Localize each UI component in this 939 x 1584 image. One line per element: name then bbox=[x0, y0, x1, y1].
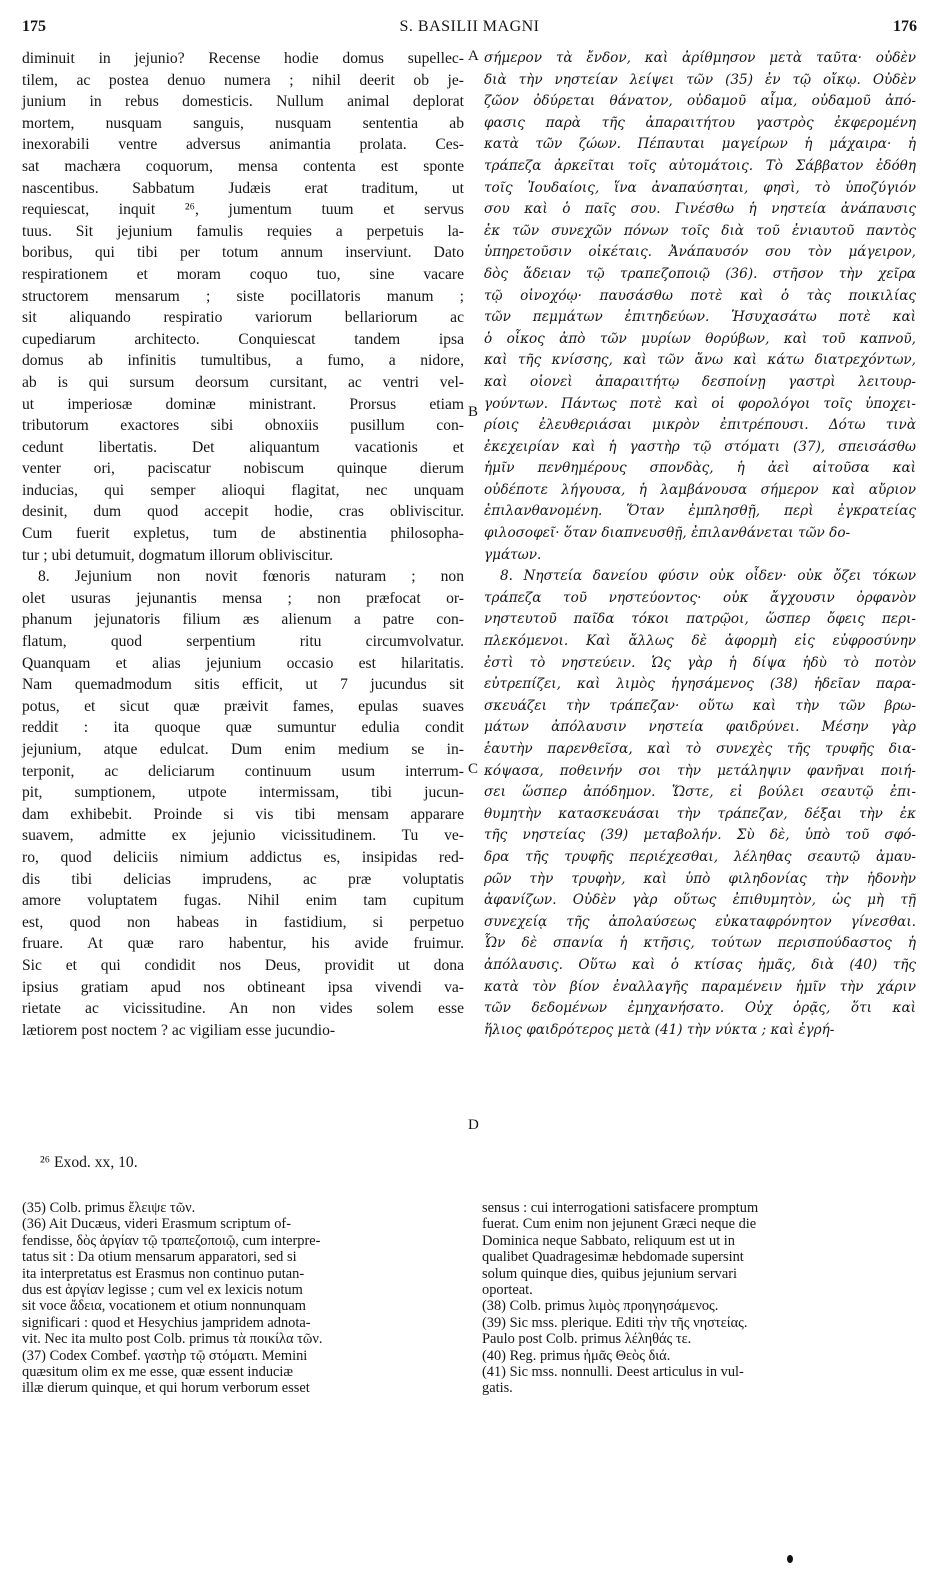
footnotes-left bbox=[22, 1200, 464, 1397]
latin-line: lætiorem post noctem ? ac vigiliam esse jucundio- bbox=[22, 1021, 336, 1039]
latin-line: phanum jejunatoris filium æs alienum a patre con- bbox=[22, 611, 464, 629]
latin-line: inducias, qui semper alioqui flagitat, nec unquam bbox=[22, 481, 464, 499]
latin-line: sat machæra coquorum, mensa contenta est sponte bbox=[22, 157, 464, 175]
latin-line: requiescat, inquit ²⁶, jumentum tuum et servus bbox=[22, 201, 464, 219]
footnote-line: qualibet Quadragesimæ hebdomade supersint bbox=[482, 1249, 744, 1266]
greek-line: δὸς ἄδειαν τῷ τραπεζοποιῷ (36). στῆσον τὴν χεῖρα bbox=[484, 265, 916, 282]
margin-marker-c: C bbox=[468, 761, 479, 777]
greek-line: οὐδέποτε λήγουσα, ἡ λαμβάνουσα σήμερον καὶ αὔριον bbox=[484, 481, 916, 498]
greek-line: γούντων. Πάντως ποτὲ καὶ οἱ φορολόγοι τοῖς ὑποχει- bbox=[484, 395, 916, 412]
latin-line: tilem, ac postea denuo numera ; nihil deerit ob je- bbox=[22, 71, 464, 89]
greek-line: ὁ οἶκος ἀπὸ τῶν μυρίων θορύβων, καὶ τοῦ καπνοῦ, bbox=[484, 330, 916, 347]
latin-line: dis tibi delicias imprudens, ac præ voluptatis bbox=[22, 870, 464, 888]
greek-line: μάτων ἀπόλαυσιν νηστεία φαιδρύνει. Μέσην γὰρ bbox=[484, 719, 916, 736]
greek-line: ἡμῖν πενθημέρους σπονδὰς, ἡ ἀεὶ αἰτοῦσα καὶ bbox=[484, 460, 916, 477]
footnote-line: sit voce ἄδεια, vocationem et otium nonnunquam bbox=[22, 1298, 306, 1315]
greek-line: διὰ τὴν νηστείαν λείψει τῶν (35) ἐν τῷ οἴκῳ. Οὐδὲν bbox=[484, 71, 916, 88]
greek-line: φιλοσοφεῖ· ὅταν διαπνευσθῇ, ἐπιλανθάνεται τῶν δο- bbox=[484, 525, 851, 542]
greek-line: δρα τῆς τρυφῆς περιέχεσθαι, λέληθας σεαυτῷ ἀμαυ- bbox=[484, 848, 916, 865]
greek-line: καὶ οἱονεὶ ἀπαραιτήτῳ δεσποίνῃ γαστρὶ λειτουρ- bbox=[484, 373, 916, 390]
greek-line: τοῖς Ἰουδαίοις, ἵνα ἀναπαύσηται, φησὶ, τὸ ὑποζύγιόν bbox=[484, 179, 916, 196]
latin-line: ro, quod deliciis nimium addictus es, insipidas red- bbox=[22, 848, 464, 866]
latin-line: nascentibus. Sabbatum Judæis erat traditum, ut bbox=[22, 179, 464, 197]
scripture-reference: ²⁶ Exod. xx, 10. bbox=[40, 1154, 138, 1171]
footnote-line: (36) Ait Ducæus, videri Erasmum scriptum of- bbox=[22, 1216, 291, 1233]
footnote-line: (37) Codex Combef. γαστὴρ τῷ στόματι. Memini bbox=[22, 1347, 308, 1364]
greek-line: γμάτων. bbox=[484, 546, 542, 563]
footnote-line: (38) Colb. primus λιμὸς προηγησάμενος. bbox=[482, 1298, 719, 1315]
latin-line: tuus. Sit jejunium famulis requies a perpetuis la- bbox=[22, 222, 464, 240]
latin-line: cupediarum architecto. Conquiescat tandem ipsa bbox=[22, 330, 464, 348]
greek-line: τῶν δεδομένων ἐμηχανήσατο. Οὐχ ὁρᾷς, ὅτι καὶ bbox=[484, 1000, 916, 1017]
latin-line: pit, sumptionem, utpote intermissam, tibi jucun- bbox=[22, 784, 464, 802]
latin-line: desinit, dum quod accepit hodie, cras obliviscitur. bbox=[22, 503, 464, 521]
latin-line: jejunium, atque edulcat. Dum enim medium se in- bbox=[22, 741, 464, 758]
greek-line: εὐτρεπίζει, καὶ λιμὸς ἡγησάμενος (38) ἡδεῖαν παρα- bbox=[484, 676, 916, 693]
latin-line: 8. Jejunium non novit fœnoris naturam ; non bbox=[38, 568, 464, 586]
greek-line: ἐστὶ τὸ νηστεύειν. Ὡς γὰρ ἡ δίψα ἡδὺ τὸ ποτὸν bbox=[484, 654, 916, 671]
greek-line: ρῶν τὴν τρυφὴν, καὶ ὑπὸ φιληδονίας τὴν ἡδονὴν bbox=[484, 870, 916, 887]
latin-line: suavem, admitte ex jejunio vicissitudinem. Tu ve- bbox=[22, 827, 464, 845]
greek-line: σήμερον τὰ ἔνδον, καὶ ἀρίθμησον μετὰ ταῦτα· οὐδὲν bbox=[484, 50, 916, 66]
page-number-left: 175 bbox=[22, 18, 46, 35]
greek-line: θυμητὴν κατασκευάσαι τὴν τράπεζαν, δέξαι τὴν ἐκ bbox=[484, 805, 916, 822]
greek-line: σου καὶ ὁ παῖς σου. Γινέσθω ἡ νηστεία ἀνάπαυσις bbox=[484, 201, 916, 218]
latin-line: structorem mensarum ; siste pocillatoris manum ; bbox=[22, 287, 464, 305]
latin-line: tur ; ubi detumuit, dogmatum illorum obliviscitur. bbox=[22, 546, 333, 564]
greek-line: σκευάζει τὴν τράπεζαν· οὕτω καὶ τὴν τῶν βρω- bbox=[484, 697, 916, 714]
footnote-line: oporteat. bbox=[482, 1282, 533, 1299]
footnotes-right bbox=[482, 1200, 914, 1397]
greek-line: ὑπηρετοῦσιν οἰκέταις. Ἀνάπαυσόν σου τὸν μάγειρον, bbox=[484, 244, 916, 261]
footnote-line: (41) Sic mss. nonnulli. Deest articulus in vul- bbox=[482, 1364, 744, 1381]
latin-line: olet usuras jejunantis mensa ; non præfocat or- bbox=[22, 589, 464, 607]
greek-column bbox=[484, 48, 916, 1041]
footnote-line: illæ dierum quinque, et qui horum verborum esset bbox=[22, 1380, 310, 1397]
greek-line: φασις παρὰ τῆς ἀπαραιτήτου γαστρὸς ἐκφερομένη bbox=[484, 114, 916, 131]
latin-line: cedunt libertatis. Det aliquantum vacationis et bbox=[22, 438, 464, 456]
greek-line: τῆς νηστείας (39) μεταβολήν. Σὺ δὲ, ὑπὸ τοῦ σφό- bbox=[484, 827, 916, 844]
greek-line: σει ὥσπερ ἀπόδημον. Ὥστε, εἰ βούλει σεαυτῷ ἐπι- bbox=[484, 784, 916, 801]
greek-line: κατὰ τῶν ζώων. Πέπαυται μαγείρων ἡ μάχαιρα· ἡ bbox=[484, 136, 916, 153]
latin-line: flatum, quod serpentium ritu circumvolvatur. bbox=[22, 633, 464, 651]
greek-line: ἥλιος φαιδρότερος μετὰ (41) τὴν νύκτα ; καὶ ἐγρή- bbox=[484, 1021, 835, 1038]
greek-line: καὶ τῆς κνίσσης, καὶ τῶν ἄνω καὶ κάτω διατρεχόντων, bbox=[484, 352, 916, 369]
greek-line: 8. Νηστεία δανείου φύσιν οὐκ οἶδεν· οὐκ ὄζει τόκων bbox=[500, 568, 916, 585]
greek-line: ἀφανίζων. Οὐδὲν γὰρ οὕτως ἐπιθυμητὸν, ὡς μὴ τῇ bbox=[484, 892, 916, 909]
footnote-line: sensus : cui interrogationi satisfacere promptum bbox=[482, 1200, 759, 1216]
footnote-line: gatis. bbox=[482, 1380, 513, 1397]
footnote-line: quæsitum olim ex me esse, quæ essent induciæ bbox=[22, 1364, 294, 1381]
greek-line: νηστευτοῦ παῖδα τόκοι πατρῷοι, ὥσπερ ὄφεις περι- bbox=[484, 611, 916, 628]
latin-line: sit aliquando respiratio variorum bellariorum ac bbox=[22, 309, 464, 327]
latin-line: potus, et sicut quæ præivit fames, epulas suaves bbox=[22, 697, 464, 715]
greek-line: συνεχείᾳ τῆς ἀπολαύσεως εὐκαταφρόνητον γίνεσθαι. bbox=[484, 913, 916, 930]
footnote-line: tatus sit : Da otium mensarum apparatori, sed si bbox=[22, 1249, 297, 1266]
greek-line: τράπεζα τοῦ νηστεύοντος· οὐκ ἄγχουσιν ὀρφανὸν bbox=[484, 589, 916, 606]
margin-marker-b: B bbox=[468, 404, 479, 420]
latin-line: Cum fuerit expletus, tum de abstinentia philosopha- bbox=[22, 525, 464, 543]
greek-line: κατὰ τὸν βίον ἐναλλαγῆς παραμένειν ἡμῖν τὴν χάριν bbox=[484, 978, 916, 995]
footnote-line: significari : quod et Hesychius jampridem adnota- bbox=[22, 1314, 311, 1331]
latin-line: inexorabili ventre adversus animantia prolata. Ces- bbox=[22, 136, 464, 154]
latin-line: est, quod non habeas in fastidium, si perpetuo bbox=[22, 913, 464, 931]
latin-line: Sic et qui condidit nos Deus, providit ut dona bbox=[22, 956, 464, 974]
footnote-line: (40) Reg. primus ἡμᾶς Θεὸς διά. bbox=[482, 1347, 671, 1364]
footnote-line: fuerat. Cum enim non jejunent Græci neque die bbox=[482, 1216, 757, 1233]
greek-line: ἐπιλανθανομένη. Ὅταν ἐμπλησθῇ, περὶ ἐγκρατείας bbox=[484, 503, 916, 520]
greek-line: ζῶον ὀδύρεται θάνατον, οὐδαμοῦ αἷμα, οὐδαμοῦ ἀπό- bbox=[484, 93, 916, 110]
latin-line: junium in rebus domesticis. Nullum animal deplorat bbox=[22, 93, 464, 111]
latin-line: amore voluptatem fugas. Nihil enim tam cupitum bbox=[22, 892, 464, 910]
footnote-line: (39) Sic mss. plerique. Editi τὴν τῆς νηστείας. bbox=[482, 1314, 748, 1331]
page-header bbox=[22, 18, 917, 40]
greek-line: τῶν πεμμάτων ἐπιτηδεύων. Ἡσυχασάτω ποτὲ καὶ bbox=[484, 309, 916, 326]
footnote-line: dus est ἀργίαν legisse ; cum vel ex lexicis notum bbox=[22, 1282, 303, 1299]
margin-marker-d: D bbox=[468, 1117, 479, 1133]
greek-line: ἀπόλαυσις. Οὕτω καὶ ὁ κτίσας ἡμᾶς, διὰ (40) τῆς bbox=[484, 956, 916, 973]
footnote-line: ita interpretatus est Erasmus non continuo putan- bbox=[22, 1265, 305, 1282]
latin-line: ab is qui sursum deorsum cursitant, ac ventri vel- bbox=[22, 373, 464, 391]
greek-line: ἑαυτὴν παρενθεῖσα, καὶ τὸ συνεχὲς τῆς τρυφῆς δια- bbox=[484, 741, 916, 757]
footnote-line: fendisse, δὸς ἀργίαν τῷ τραπεζοποιῷ, cum interpre- bbox=[22, 1232, 321, 1249]
footnote-line: (35) Colb. primus ἔλειψε τῶν. bbox=[22, 1200, 196, 1216]
footnote-line: Paulo post Colb. primus λέληθάς τε. bbox=[482, 1331, 692, 1348]
footnote-line: solum quinque dies, quibus jejunium servari bbox=[482, 1265, 738, 1282]
latin-line: ipsius gratiam apud nos obtineant ipsa vivendi va- bbox=[22, 978, 464, 996]
latin-line: reddit : ita quoque quæ sumuntur edulia condit bbox=[22, 719, 464, 737]
latin-line: respirationem et moram coquo tuo, sine vacare bbox=[22, 265, 464, 283]
greek-line: πλεκόμενοι. Καὶ ἄλλως δὲ ἀφορμὴ εἰς εὐφροσύνην bbox=[484, 633, 916, 650]
latin-line: Quanquam et alias jejunium occasio est hilaritatis. bbox=[22, 654, 464, 672]
ink-speck bbox=[787, 1555, 793, 1563]
greek-line: ἐκεχειρίαν καὶ ἡ γαστὴρ τῷ στόματι (37), σπεισάσθω bbox=[484, 438, 916, 455]
latin-column bbox=[22, 48, 464, 1041]
footnote-line: Dominica neque Sabbato, reliquum est ut in bbox=[482, 1232, 735, 1249]
latin-line: rietate ac vicissitudine. An non vides solem esse bbox=[22, 1000, 464, 1018]
latin-line: Nam quemadmodum sitis efficit, ut 7 jucundus sit bbox=[22, 676, 464, 694]
latin-line: terponit, ac deliciarum continuum usum interrum- bbox=[22, 762, 464, 780]
greek-line: τῷ οἰνοχόῳ· παυσάσθω ποτὲ καὶ ὁ τὰς ποικιλίας bbox=[484, 287, 916, 304]
greek-line: κόψασα, ποθεινήν σοι τὴν μετάληψιν φανῆναι ποιή- bbox=[484, 762, 916, 779]
latin-line: ut imperiosæ dominæ ministrant. Prorsus etiam bbox=[22, 395, 464, 413]
latin-line: dam exhibebit. Proinde si vis tibi mensam apparare bbox=[22, 805, 464, 823]
latin-line: mortem, nusquam sanguis, nusquam sententia ab bbox=[22, 114, 464, 132]
greek-line: Ὧν δὲ σπανία ἡ κτῆσις, τούτων περισπούδαστος ἡ bbox=[484, 935, 916, 952]
greek-line: ἐκ τῶν συνεχῶν πόνων τοῖς διὰ τοῦ ἐνιαυτοῦ παντὸς bbox=[484, 222, 916, 239]
latin-line: venter ori, paciscatur nobiscum quinque dierum bbox=[22, 460, 464, 478]
running-title: S. BASILII MAGNI bbox=[399, 18, 540, 35]
greek-line: τράπεζα ἀρκεῖται τοῖς αὐτομάτοις. Τὸ Σάββατον ἐδόθη bbox=[484, 157, 916, 174]
greek-line: ρίοις ἐλευθεριάσαι μικρὸν ἐπιτρέπουσι. Δότω τινὰ bbox=[484, 417, 916, 434]
margin-marker-a: A bbox=[468, 48, 479, 64]
latin-line: domus ab infinitis tumultibus, a fumo, a nidore, bbox=[22, 352, 464, 370]
footnote-line: vit. Nec ita multo post Colb. primus τὰ ποικίλα τῶν. bbox=[22, 1331, 323, 1348]
latin-line: boribus, qui tibi per totum annum inserviunt. Dato bbox=[22, 244, 464, 262]
latin-line: fruare. At quæ raro habentur, his avide fruimur. bbox=[22, 935, 464, 953]
page-number-right: 176 bbox=[893, 18, 917, 35]
latin-line: tributorum exactores sibi obnoxiis pusillum con- bbox=[22, 417, 464, 435]
latin-line: diminuit in jejunio? Recense hodie domus supellec- bbox=[22, 50, 464, 67]
